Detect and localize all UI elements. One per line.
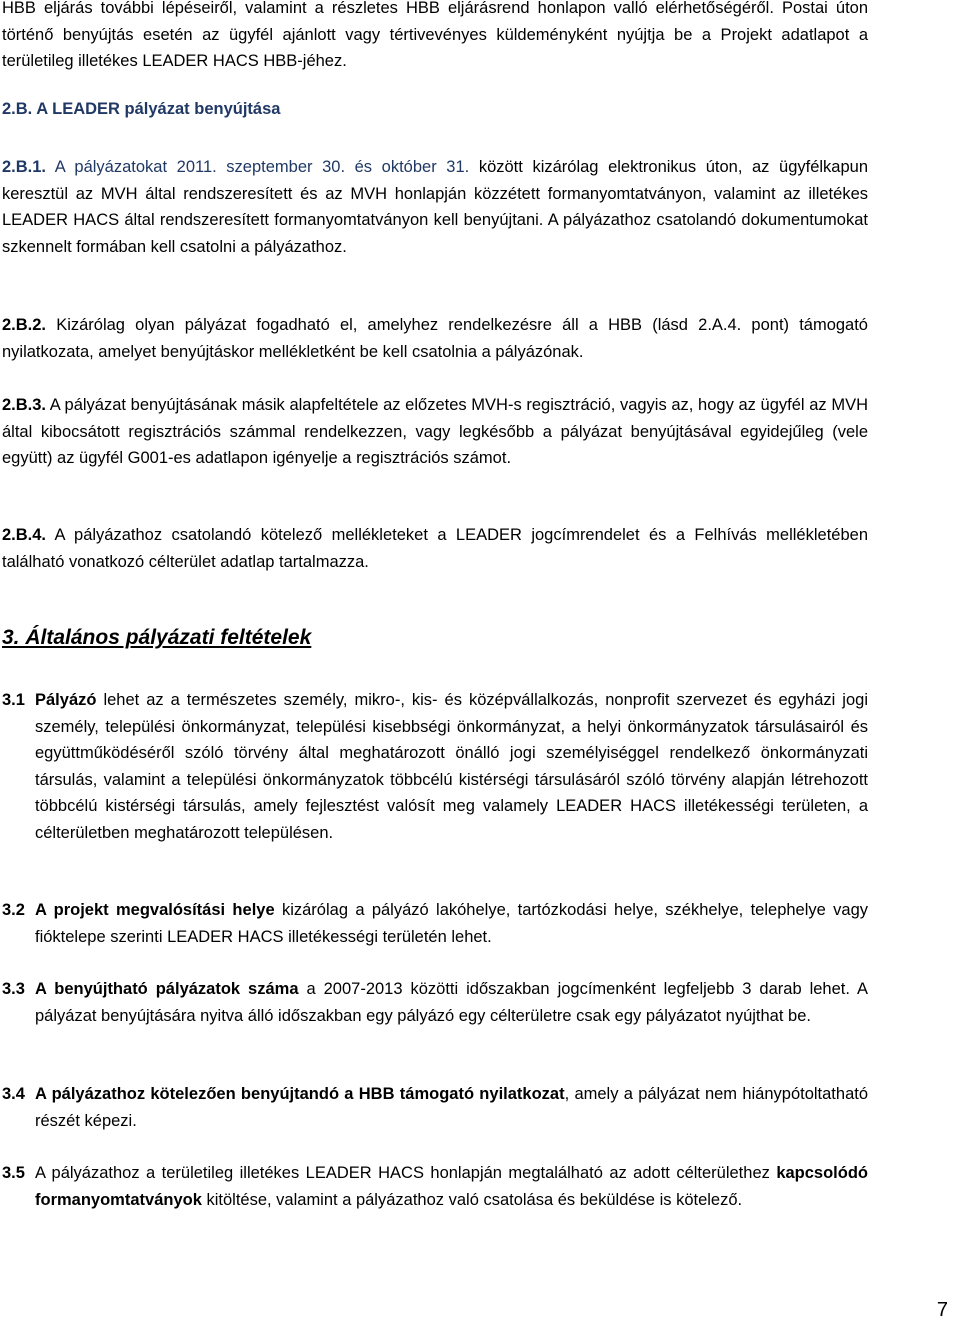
item-text: a 2007-2013 közötti időszakban jogcímenként legfeljebb 3 darab lehet. A pályázat benyújtására nyitva álló időszakban egy pályázó egy célterületre csak egy pályázatot nyújthat be.	[35, 980, 869, 1025]
item-bold-term: A projekt megvalósítási helye	[35, 901, 275, 919]
item-text: kizárólag a pályázó lakóhelye, tartózkodási helye, székhelye, telephelye vagy fióktelepe szerinti LEADER HACS illetékességi területén lehet.	[35, 901, 868, 946]
item-number: 3.1	[2, 691, 25, 709]
item-bold-term: Pályázó	[35, 691, 97, 709]
paragraph-text: Kizárólag olyan pályázat fogadható el, amelyhez rendelkezésre áll a HBB (lásd 2.A.4. pont) támogató nyilatkozata, amelyet benyújtáskor mellékletként be kell csatolnia a pályázónak.	[2, 316, 868, 361]
submission-dates: A pályázatokat 2011. szeptember 30. és október 31.	[46, 158, 470, 176]
item-number: 3.2	[2, 901, 25, 919]
item-number: 3.4	[2, 1085, 25, 1103]
paragraph-2b2	[2, 312, 868, 365]
item-text: lehet az a természetes személy, mikro-, kis- és középvállalkozás, nonprofit szervezet és egyházi jogi személy, települési önkormányzat, települési kisebbségi önkormányzat, a helyi önkormányzatok társulásairól és együttműködéséről szóló törvény által meghatározott önálló jogi személyiséggel rendelkező önkormányzati társulás, valamint a települési önkormányzatok többcélú kistérségi társulásáról szóló törvény alapján létrehozott többcélú kistérségi társulás, amely fejlesztést valósít meg valamely LEADER HACS illetékességi területen, a célterületben meghatározott településen.	[35, 691, 868, 842]
paragraph-number: 2.B.4.	[2, 526, 47, 544]
paragraph-text: között kizárólag elektronikus úton, az ügyfélkapun keresztül az MVH által rendszeresített és az MVH honlapján közzétett formanyomtatványon, valamint az illetékes LEADER HACS által rendszeresített formanyomtatványon kell benyújtani. A pályázathoz csatolandó dokumentumokat szkennelt formában kell csatolni a pályázathoz.	[2, 158, 869, 256]
item-text: kitöltése, valamint a pályázathoz való csatolása és beküldése is kötelező.	[201, 1190, 743, 1209]
section-item-3-4	[2, 1081, 868, 1134]
section-item-3-3	[2, 976, 868, 1029]
section-item-3-2	[2, 897, 868, 950]
item-number: 3.5	[2, 1164, 25, 1182]
section-item-3-1	[2, 687, 868, 846]
item-text: , amely a pályázat nem hiánypótoltatható részét képezi.	[35, 1085, 869, 1130]
item-text-pre: A pályázathoz a területileg illetékes LEADER HACS honlapján megtalálható az adott célterülethez	[35, 1164, 777, 1182]
paragraph-number: 2.B.1.	[2, 158, 47, 176]
intro-text: HBB eljárás további lépéseiről, valamint a részletes HBB eljárásrend honlapon valló elérhetőségéről. Postai úton történő benyújtás esetén az ügyfél ajánlott vagy tértivevényes küldeményként nyújtja be a Projekt adatlapot a területileg illetékes LEADER HACS HBB-jéhez.	[2, 0, 868, 70]
paragraph-2b3	[2, 392, 868, 472]
intro-paragraph	[2, 0, 868, 75]
item-bold-term: A pályázathoz kötelezően benyújtandó a HBB támogató nyilatkozat	[35, 1085, 565, 1103]
paragraph-number: 2.B.3.	[2, 396, 47, 414]
page-number: 7	[936, 1299, 948, 1321]
paragraph-text: A pályázathoz csatolandó kötelező mellékleteket a LEADER jogcímrendelet és a Felhívás mellékletében található vonatkozó célterület adatlap tartalmazza.	[2, 526, 868, 571]
section-3-heading: 3. Általános pályázati feltételek	[2, 626, 312, 649]
paragraph-text: A pályázat benyújtásának másik alapfeltétele az előzetes MVH-s regisztráció, vagyis az, hogy az ügyfél az MVH által kibocsátott regisztrációs számmal rendelkezzen, vagy legkésőbb a pályázat benyújtásával egyidejűleg (vele együtt) az ügyfél G001-es adatlapon igényelje a regisztrációs számot.	[2, 396, 868, 467]
paragraph-2b4	[2, 522, 868, 575]
paragraph-2b1	[2, 154, 868, 260]
section-2b-heading: 2.B. A LEADER pályázat benyújtása	[2, 100, 281, 118]
item-number: 3.3	[2, 980, 25, 998]
item-bold-term: A benyújtható pályázatok száma	[35, 980, 299, 998]
item-bold-term: kapcsolódó formanyomtatványok	[35, 1164, 868, 1209]
paragraph-number: 2.B.2.	[2, 316, 47, 334]
section-item-3-5	[2, 1160, 868, 1213]
